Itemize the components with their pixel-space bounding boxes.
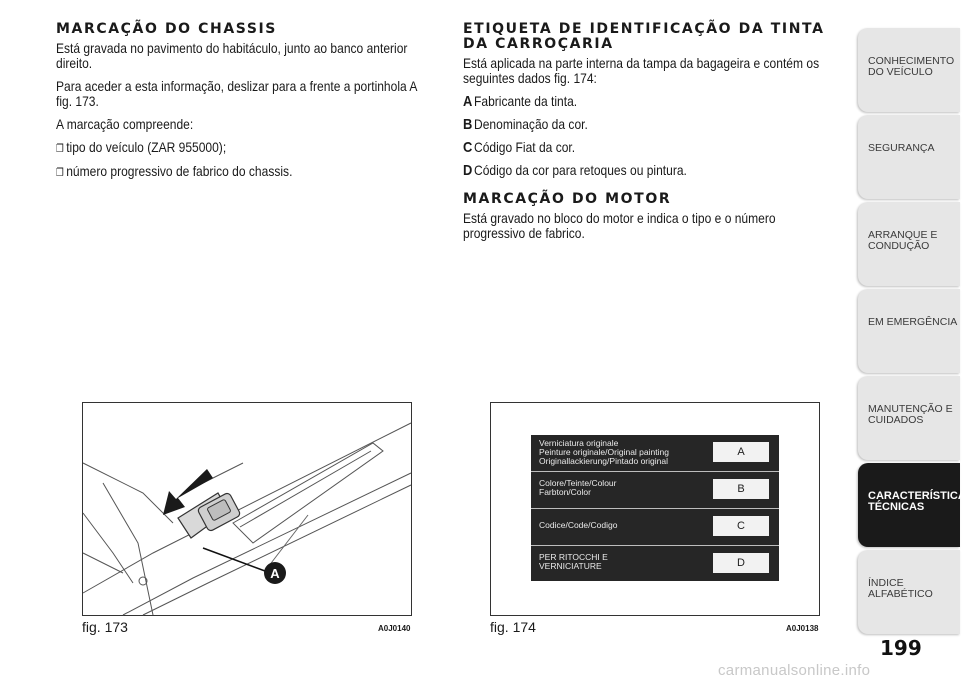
figure-173-code: A0J0140 (378, 624, 411, 633)
section-title-engine: MARCAÇÃO DO MOTOR (463, 191, 672, 207)
figure-174 (490, 402, 820, 616)
chassis-paragraph-1: Está gravada no pavimento do habitáculo, junto ao banco anterior direito. (56, 40, 408, 71)
figure-174-code: A0J0138 (786, 624, 819, 633)
checkbox-icon: ❐ (56, 142, 64, 155)
paint-entry: B Denominação da cor. (463, 116, 588, 133)
label-row-d: PER RITOCCHI E VERNICIATURE D (531, 546, 779, 582)
figure-174-caption: fig. 174 (490, 619, 536, 635)
tab-em-emergencia[interactable]: EM EMERGÊNCIA (858, 289, 960, 373)
tab-caracteristicas-tecnicas[interactable]: CARACTERÍSTICAS TÉCNICAS (858, 463, 960, 547)
label-box-d: D (713, 553, 769, 573)
tab-indice-alfabetico[interactable]: ÍNDICE ALFABÉTICO (858, 550, 960, 634)
chassis-paragraph-2: Para aceder a esta informação, deslizar para a frente a portinhola A fig. 173. (56, 78, 417, 109)
left-column (56, 22, 436, 188)
section-title-paint-label: ETIQUETA DE IDENTIFICAÇÃO DA TINTA DA CARROÇARIA (463, 21, 825, 52)
tab-conhecimento-do-veiculo[interactable]: CONHECIMENTO DO VEÍCULO (858, 28, 960, 112)
right-column (463, 22, 835, 249)
section-title-chassis: MARCAÇÃO DO CHASSIS (56, 21, 277, 37)
chassis-paragraph-3: A marcação compreende: (56, 116, 194, 132)
label-row-b: Colore/Teinte/Colour Farbton/Color B (531, 472, 779, 508)
label-box-c: C (713, 516, 769, 536)
figure-173 (82, 402, 412, 616)
engine-paragraph: Está gravado no bloco do motor e indica o tipo e o número progressivo de fabrico. (463, 210, 776, 241)
paint-identification-label (531, 435, 779, 581)
page-number: 199 (880, 636, 922, 660)
chassis-list-item: ❐ tipo do veículo (ZAR 955000); (56, 139, 227, 155)
checkbox-icon: ❐ (56, 166, 64, 179)
tab-arranque-e-conducao[interactable]: ARRANQUE E CONDUÇÃO (858, 202, 960, 286)
watermark: carmanualsonline.info (718, 662, 871, 679)
tab-seguranca[interactable]: SEGURANÇA (858, 115, 960, 199)
paint-entry: D Código da cor para retoques ou pintura. (463, 162, 687, 179)
chassis-list-item: ❐ número progressivo de fabrico do chassis. (56, 163, 293, 179)
paint-entry: C Código Fiat da cor. (463, 139, 576, 156)
label-row-a: Verniciatura originale Peinture originale/Original painting Originallackierung/Pintado original A (531, 435, 779, 471)
tab-manutencao-e-cuidados[interactable]: MANUTENÇÃO E CUIDADOS (858, 376, 960, 460)
callout-a-label: A (270, 566, 280, 581)
paint-entry: A Fabricante da tinta. (463, 93, 578, 110)
paint-label-paragraph: Está aplicada na parte interna da tampa da bagageira e contém os seguintes dados fig. 174: (463, 55, 820, 86)
label-box-b: B (713, 479, 769, 499)
figure-173-caption: fig. 173 (82, 619, 128, 635)
label-box-a: A (713, 442, 769, 462)
chassis-illustration (83, 403, 411, 615)
label-row-c: Codice/Code/Codigo C (531, 509, 779, 545)
